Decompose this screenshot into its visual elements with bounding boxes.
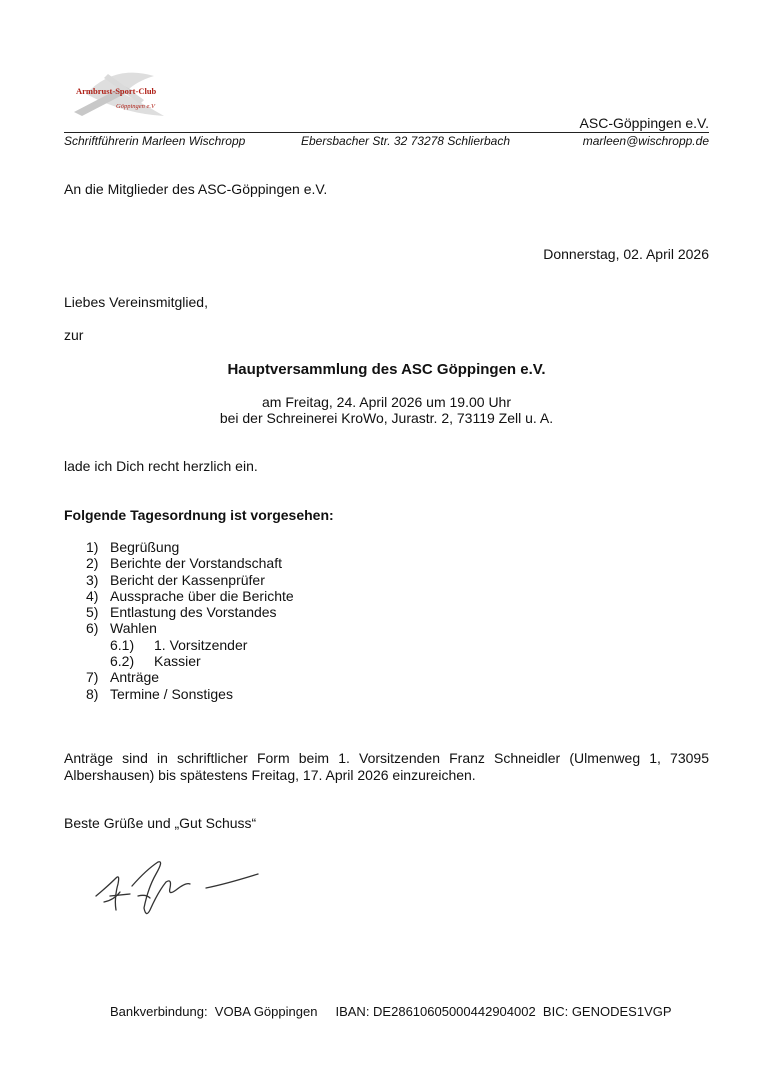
closing-greeting: Beste Grüße und „Gut Schuss“ — [64, 815, 257, 831]
header-club-short: ASC-Göppingen e.V. — [579, 115, 709, 131]
letter-date: Donnerstag, 02. April 2026 — [543, 246, 709, 262]
motions-paragraph: Anträge sind in schriftlicher Form beim 1. Vorsitzenden Franz Schneidler (Ulmenweg 1, 73095 Albershausen) bis spätestens Freitag, 17. April 2026 einzureichen. — [64, 750, 709, 783]
meeting-location: bei der Schreinerei KroWo, Jurastr. 2, 73119 Zell u. A. — [219, 410, 554, 426]
meeting-title: Hauptversammlung des ASC Göppingen e.V. — [227, 361, 546, 378]
salutation: Liebes Vereinsmitglied, — [64, 294, 208, 310]
agenda-item: 4) Aussprache über die Berichte — [86, 587, 294, 604]
recipient-line: An die Mitglieder des ASC-Göppingen e.V. — [64, 181, 328, 197]
agenda-heading: Folgende Tagesordnung ist vorgesehen: — [64, 507, 334, 523]
agenda-item: 5) Entlastung des Vorstandes — [86, 604, 277, 621]
agenda-item: 8) Termine / Sonstiges — [86, 685, 233, 702]
header-email: marleen@wischropp.de — [582, 134, 709, 148]
invitation-text: lade ich Dich recht herzlich ein. — [64, 458, 258, 474]
crossbow-logo-graphic — [64, 64, 182, 126]
agenda-list — [86, 539, 294, 702]
agenda-item: 3) Bericht der Kassenprüfer — [86, 571, 265, 588]
agenda-item: 2) Berichte der Vorstandschaft — [86, 555, 282, 572]
footer-bank-details: Bankverbindung: VOBA Göppingen IBAN: DE28610605000442904002 BIC: GENODES1VGP — [110, 1004, 672, 1019]
meeting-date-time: am Freitag, 24. April 2026 um 19.00 Uhr — [261, 394, 512, 410]
agenda-item: 6) Wahlen — [86, 620, 157, 637]
signature-graphic — [86, 848, 266, 928]
logo-text-name: Armbrust-Sport-Club — [76, 86, 157, 96]
header-divider — [64, 132, 709, 133]
agenda-item: 7) Anträge — [86, 669, 160, 686]
club-logo — [64, 64, 182, 126]
header-address: Ebersbacher Str. 32 73278 Schlierbach — [301, 134, 511, 148]
header-secretary: Schriftführerin Marleen Wischropp — [64, 134, 246, 148]
salutation-zur: zur — [64, 327, 84, 343]
agenda-subitem: 6.1) 1. Vorsitzender — [110, 636, 248, 653]
agenda-item: 1) Begrüßung — [86, 539, 180, 555]
signature — [86, 848, 266, 928]
logo-text-city: Göppingen e.V — [116, 103, 155, 110]
agenda-subitem: 6.2) Kassier — [110, 653, 201, 670]
